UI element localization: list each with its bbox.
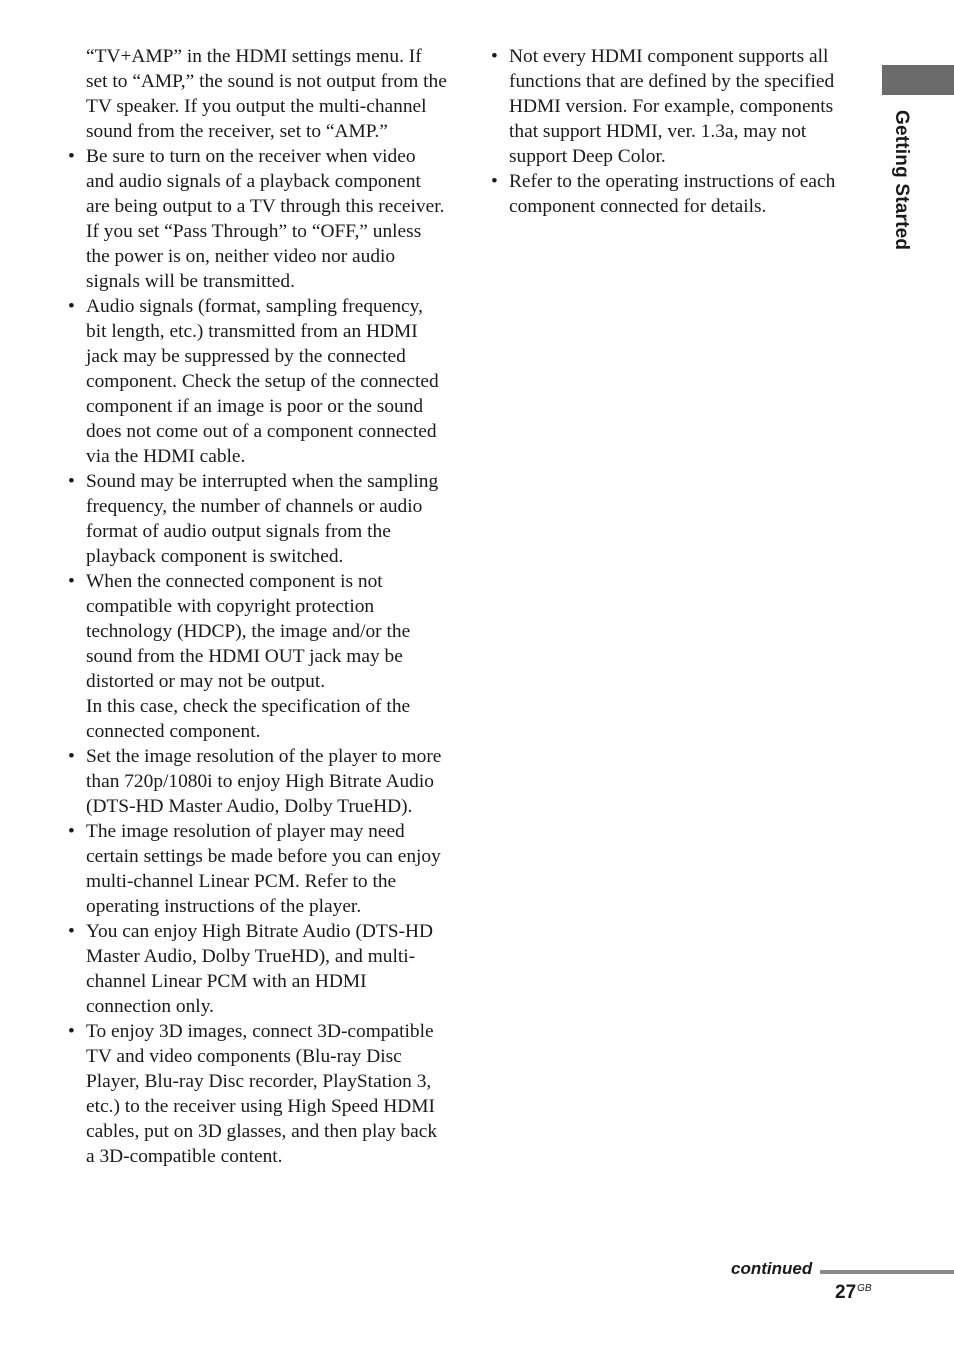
bullet-marker: •: [491, 46, 498, 67]
bullet-item: [68, 819, 448, 919]
bullet-item: [68, 1019, 448, 1169]
bullet-text: Set the image resolution of the player to more than 720p/1080i to enjoy High Bitrate Audio (DTS-HD Master Audio, Dolby TrueHD).: [86, 746, 442, 817]
bullet-text: Be sure to turn on the receiver when video and audio signals of a playback component are being output to a TV through this receiver. If you set “Pass Through” to “OFF,” unless the power is on, neither video nor audio signals will be transmitted.: [86, 146, 445, 292]
bullet-item: [68, 919, 448, 1019]
bullet-text: Audio signals (format, sampling frequency, bit length, etc.) transmitted from an HDMI jack may be suppressed by the connected component. Check the setup of the connected component if an image is poor or the sound does not come out of a component connected via the HDMI cable.: [86, 296, 439, 467]
bullet-text: Sound may be interrupted when the sampling frequency, the number of channels or audio format of audio output signals from the playback component is switched.: [86, 471, 439, 567]
bullet-item: [68, 744, 448, 819]
bullet-text: To enjoy 3D images, connect 3D-compatible TV and video components (Blu-ray Disc Player, Blu-ray Disc recorder, PlayStation 3, etc.) to the receiver using High Speed HDMI cables, put on 3D glasses, and then play back a 3D-compatible content.: [86, 1021, 438, 1167]
bullet-item: [491, 169, 856, 219]
bullet-text: Refer to the operating instructions of each component connected for details.: [509, 171, 836, 217]
bullet-marker: •: [68, 821, 75, 842]
continued-label: continued: [731, 1259, 813, 1278]
bullet-item: [68, 469, 448, 569]
bullet-marker: •: [491, 171, 498, 192]
bullet-text: Not every HDMI component supports all functions that are defined by the specified HDMI version. For example, components that support HDMI, ver. 1.3a, may not support Deep Color.: [509, 46, 835, 167]
bullet-text: In this case, check the specification of the connected component.: [86, 696, 411, 742]
bullet-text: When the connected component is not compatible with copyright protection technology (HDCP), the image and/or the sound from the HDMI OUT jack may be distorted or may not be output.: [86, 571, 411, 692]
bullet-text: You can enjoy High Bitrate Audio (DTS-HD Master Audio, Dolby TrueHD), and multi-channel Linear PCM with an HDMI connection only.: [86, 921, 434, 1017]
left-bullet-list: [68, 144, 448, 1169]
bullet-marker: •: [68, 296, 75, 317]
page-number: [835, 1282, 872, 1304]
bullet-marker: •: [68, 146, 75, 167]
left-column: [68, 44, 448, 1169]
continued-paragraph: “TV+AMP” in the HDMI settings menu. If set to “AMP,” the sound is not output from the TV speaker. If you output the multi-channel sound from the receiver, set to “AMP.”: [86, 46, 447, 142]
bullet-item: [491, 44, 856, 169]
right-bullet-list: [491, 44, 856, 219]
bullet-item: [68, 569, 448, 744]
section-label: Getting Started: [891, 110, 912, 251]
bullet-marker: •: [68, 746, 75, 767]
bullet-marker: •: [68, 1021, 75, 1042]
continued-rule: [820, 1270, 954, 1274]
right-column: [491, 44, 856, 219]
bullet-marker: •: [68, 921, 75, 942]
bullet-text: The image resolution of player may need certain settings be made before you can enjoy multi-channel Linear PCM. Refer to the operating instructions of the player.: [86, 821, 441, 917]
page-number-suffix: GB: [857, 1282, 872, 1294]
bullet-item: [68, 294, 448, 469]
section-tab-marker: [882, 65, 954, 95]
bullet-item: [68, 144, 448, 294]
bullet-marker: •: [68, 571, 75, 592]
bullet-marker: •: [68, 471, 75, 492]
page-number-value: 27: [835, 1282, 857, 1303]
